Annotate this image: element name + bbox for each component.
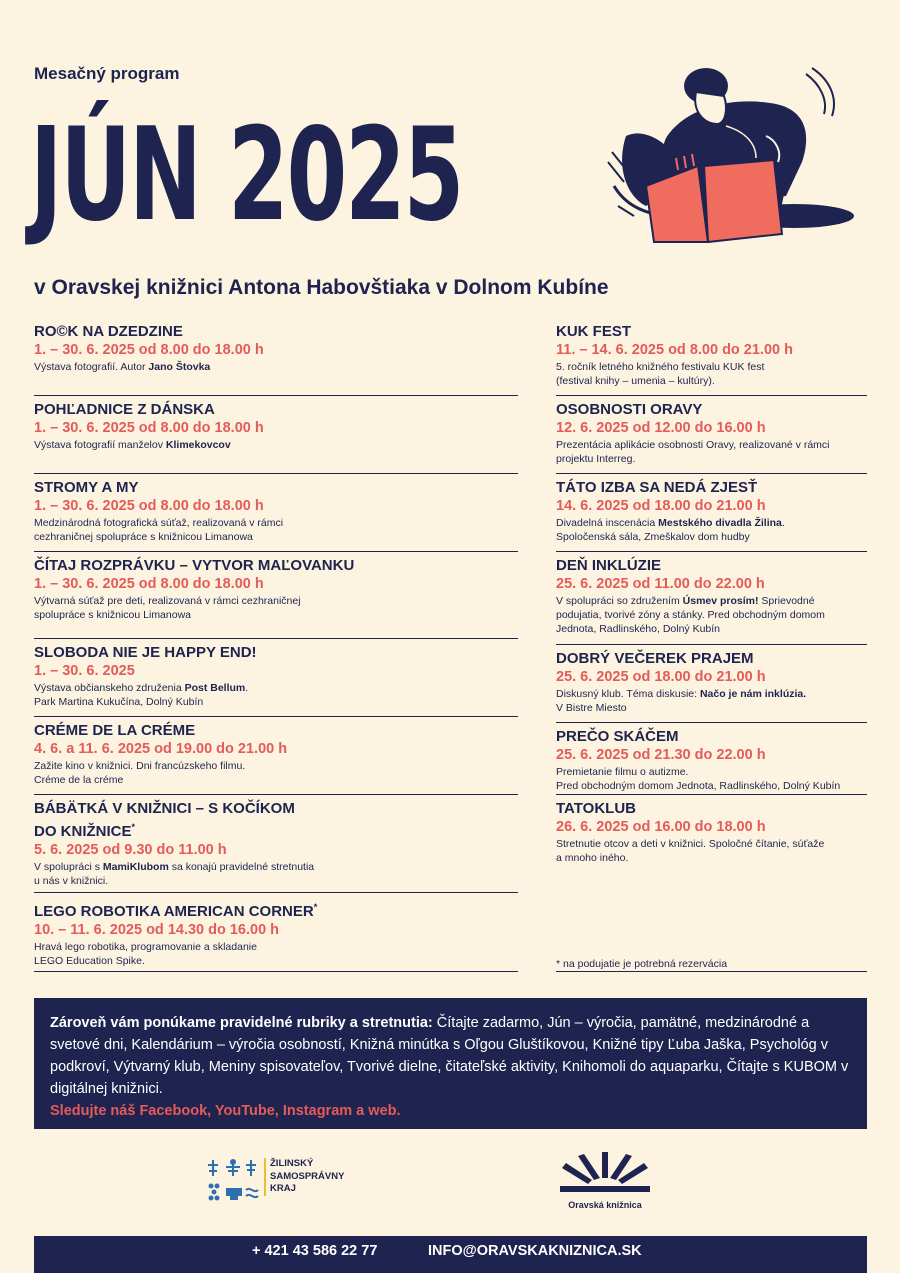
event-description: Premietanie filmu o autizme. Pred obchodným domom Jednota, Radlinského, Dolný Kubín [556,766,841,792]
event-date: 14. 6. 2025 od 18.00 do 21.00 h [556,498,766,514]
event-description: 5. ročník letného knižného festivalu KUK fest (festival knihy – umenia – kultúry). [556,361,765,387]
event-description: Medzinárodná fotografická súťaž, realizovaná v rámci cezhraničnej spolupráce s knižnicou Limanowa [34,517,284,543]
event-title: DEŇ INKLÚZIE [556,557,661,574]
event-title: STROMY A MY [34,479,139,496]
event-date: 26. 6. 2025 od 16.00 do 18.00 h [556,819,766,835]
event-item [34,552,518,639]
event-date: 10. – 11. 6. 2025 od 14.30 do 16.00 h [34,922,280,938]
event-title: CRÉME DE LA CRÉME [34,722,196,739]
region-name-line: KRAJ [270,1183,296,1194]
event-description: V spolupráci so združením Úsmev prosím! Sprievodné podujatia, tvorivé zóny a stánky. Pred obchodným domom Jednota, Radlinského, Dolný Kubín [556,595,825,635]
event-title: DOBRÝ VEČEREK PRAJEM [556,650,754,667]
event-title: SLOBODA NIE JE HAPPY END! [34,644,257,661]
sunrise-book-icon [558,1150,652,1196]
event-title: BÁBÄTKÁ V KNIŽNICI – S KOČÍKOM DO KNIŽNICE* [34,800,295,840]
event-item [556,396,867,474]
library-name: Oravská knižnica [568,1200,642,1210]
event-description: Zažite kino v knižnici. Dni francúzskeho filmu. Créme de la créme [34,760,246,786]
event-item [34,795,518,893]
region-name [264,1158,344,1196]
event-description: Výstava fotografií manželov Klimekovcov [34,439,231,451]
event-item [556,795,867,895]
event-item [34,474,518,552]
phone-number[interactable]: + 421 43 586 22 77 [252,1243,378,1259]
event-title: TÁTO IZBA SA NEDÁ ZJESŤ [556,479,758,496]
event-item [34,396,518,474]
event-date: 11. – 14. 6. 2025 od 8.00 do 21.00 h [556,342,793,358]
event-date: 25. 6. 2025 od 11.00 do 22.00 h [556,576,765,592]
reservation-footnote: * na podujatie je potrebná rezervácia [556,958,728,970]
events-left-column [34,318,518,972]
reader-with-book-illustration [606,66,861,256]
event-date: 12. 6. 2025 od 12.00 do 16.00 h [556,420,766,436]
event-date: 1. – 30. 6. 2025 od 8.00 do 18.00 h [34,342,264,358]
event-item [34,318,518,396]
region-name-line: ŽILINSKÝ [270,1158,314,1169]
event-date: 4. 6. a 11. 6. 2025 od 19.00 do 21.00 h [34,741,288,757]
venue-line: v Oravskej knižnici Antona Habovštiaka v Dolnom Kubíne [34,276,609,299]
event-title: ČÍTAJ ROZPRÁVKU – VYTVOR MAĽOVANKU [34,557,355,574]
event-item [556,474,867,552]
event-title: KUK FEST [556,323,631,340]
event-date: 1. – 30. 6. 2025 od 8.00 do 18.00 h [34,576,264,592]
event-description: Diskusný klub. Téma diskusie: Načo je nám inklúzia. V Bistre Miesto [556,688,807,714]
event-item [556,552,867,645]
regular-programs-box [34,998,867,1129]
region-name-line: SAMOSPRÁVNY [270,1170,345,1182]
event-title: RO©K NA DZEDZINE [34,323,183,340]
event-title: OSOBNOSTI ORAVY [556,401,703,418]
regular-programs-list: Čítajte zadarmo, Jún – výročia, pamätné, medzinárodné a svetové dni, Kalendárium – výročia osobností, Knižná minútka s Oľgou Gluštíkovou, Knižné tipy Ľuba Jaška, Psychológ v podkroví, Výtvarný klub, Meniny spisovateľov, Tvorivé dielne, čitateľské aktivity, Knihomoli do aquaparku, Čítajte s KUBOM v digitálnej knižnici. [50,1015,849,1097]
event-description: V spolupráci s MamiKlubom sa konajú pravidelné stretnutia u nás v knižnici. [34,861,315,887]
events-right-column [556,318,867,972]
event-description: Stretnutie otcov a deti v knižnici. Spoločné čítanie, súťaže a mnoho iného. [556,838,825,864]
region-coat-of-arms-icon [206,1156,260,1206]
oravska-kniznica-logo[interactable] [558,1150,652,1216]
event-description: Výtvarná súťaž pre deti, realizovaná v rámci cezhraničnej spolupráce s knižnicou Limanowa [34,595,301,621]
event-title: LEGO ROBOTIKA AMERICAN CORNER* [34,902,318,920]
event-description: Prezentácia aplikácie osobnosti Oravy, realizované v rámci projektu Interreg. [556,439,830,465]
event-description: Divadelná inscenácia Mestského divadla Žilina. Spoločenská sála, Zmeškalov dom hudby [556,517,785,543]
page-title: JÚN 2025 [30,101,463,250]
event-title: POHĽADNICE Z DÁNSKA [34,401,215,418]
event-item [556,318,867,396]
event-title: TATOKLUB [556,800,636,817]
event-item [34,639,518,717]
event-description: Hravá lego robotika, programovanie a skladanie LEGO Education Spike. [34,941,257,967]
event-date: 25. 6. 2025 od 21.30 do 22.00 h [556,747,766,763]
event-item [556,645,867,723]
social-media-cta[interactable]: Sledujte náš Facebook, YouTube, Instagram a web. [50,1103,401,1119]
event-date: 1. – 30. 6. 2025 [34,663,135,679]
event-item [34,893,518,972]
event-description: Výstava fotografií. Autor Jano Štovka [34,361,211,373]
event-title: PREČO SKÁČEM [556,728,679,745]
regular-programs-lead: Zároveň vám ponúkame pravidelné rubriky a stretnutia: [50,1015,433,1031]
contact-footer [34,1236,867,1273]
event-item [34,717,518,795]
event-date: 5. 6. 2025 od 9.30 do 11.00 h [34,842,227,858]
event-item [556,723,867,795]
event-date: 25. 6. 2025 od 18.00 do 21.00 h [556,669,766,685]
event-description: Výstava občianskeho združenia Post Bellum. Park Martina Kukučína, Dolný Kubín [34,682,249,708]
email-address[interactable]: INFO@ORAVSKAKNIZNICA.SK [428,1243,642,1259]
zilina-region-logo[interactable] [206,1156,346,1214]
event-date: 1. – 30. 6. 2025 od 8.00 do 18.00 h [34,420,264,436]
monthly-program-label: Mesačný program [34,64,180,83]
event-date: 1. – 30. 6. 2025 od 8.00 do 18.00 h [34,498,264,514]
